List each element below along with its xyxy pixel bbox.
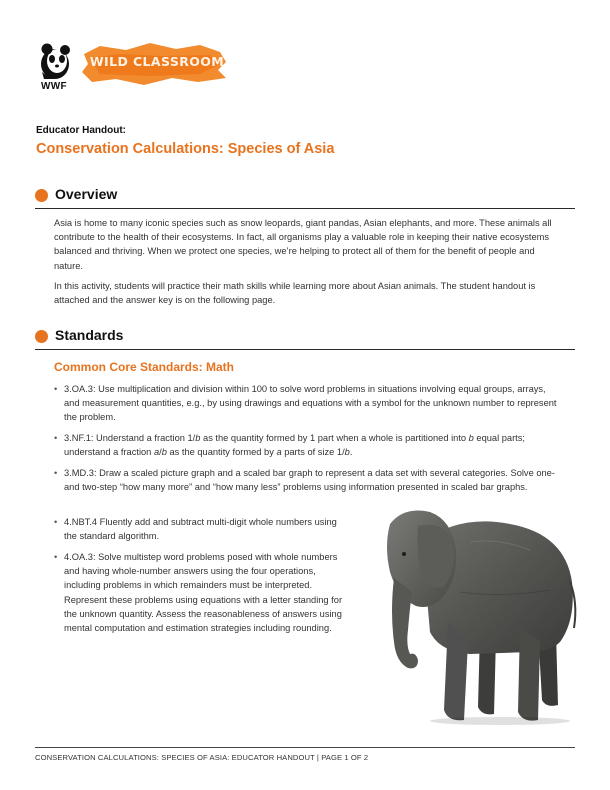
badge-label: WILD CLASSROOM [89,54,225,69]
footer-divider [35,747,575,748]
panda-icon [38,42,72,80]
standard-item: • 3.NF.1: Understand a fraction 1/b as the quantity formed by 1 part when a whole is partitioned into b equal parts; understand a fraction a/b as the quantity formed by a parts of size 1/b. [54,431,562,459]
standard-item: • 4.OA.3: Solve multistep word problems posed with whole numbers and having whole-number answers using the four operations, including problems in which remainders must be interpreted. Represent these problems using equations with a letter standing for the unknown quantity. Assess the reasonableness of answers using mental computation and estimation strategies including rounding. [54,550,354,635]
page-title: Conservation Calculations: Species of Asia [36,141,335,157]
asian-elephant-image [360,502,582,727]
overview-paragraph-1: Asia is home to many iconic species such as snow leopards, giant pandas, Asian elephants, and more. These animals all contribute to the health of their ecosystems. In fact, all organisms play a valuable role in keeping their native ecosystems balanced and thriving. When we protect one species, we’re helping to protect all of them for the benefit of people and nature. [54,218,552,271]
handout-kicker: Educator Handout: [36,125,126,136]
section-title: Overview [55,186,118,202]
page-footer: CONSERVATION CALCULATIONS: SPECIES OF ASIA: EDUCATOR HANDOUT | PAGE 1 OF 2 [35,753,369,762]
overview-paragraph-2: In this activity, students will practice their math skills while learning more about Asian animals. The student handout is attached and the answer key is on the following page. [54,281,536,306]
standard-item: • 3.OA.3: Use multiplication and division within 100 to solve word problems in situations involving equal groups, arrays, and measurement quantities, e.g., by using drawings and equations with a symbol for the unknown number to represent the problem. [54,382,562,425]
bullet-dot-icon [35,330,48,343]
wild-classroom-badge [80,40,230,88]
standard-item: • 4.NBT.4 Fluently add and subtract multi-digit whole numbers using the standard algorithm. [54,515,344,543]
standards-subheading: Common Core Standards: Math [54,360,235,374]
wwf-logo [38,42,78,92]
section-title: Standards [55,327,124,343]
standard-item: • 3.MD.3: Draw a scaled picture graph and a scaled bar graph to represent a data set with several categories. Solve one- and two-step “how many more” and “how many less” problems using information presented in scaled bar graphs. [54,466,562,494]
standards-heading [35,326,575,350]
overview-heading [35,185,575,209]
org-name: WWF [41,81,67,92]
bullet-dot-icon [35,189,48,202]
